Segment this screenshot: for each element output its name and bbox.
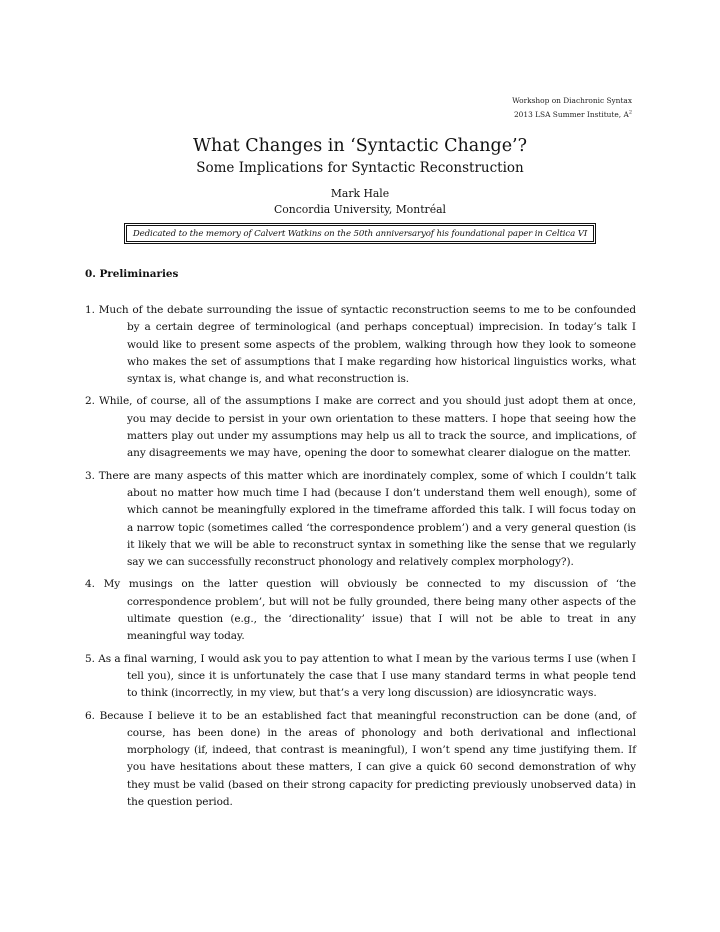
author-name: Mark Hale [330,187,390,200]
header-workshop: Workshop on Diachronic Syntax [512,96,632,105]
paragraph-2: 2. While, of course, all of the assumptions I make are correct and you should just adopt them at once, you may decide to persist in your own orientation to these matters. I hope that seeing how the matters play out under my assumptions may help us all to track the source, and implications, of any disagreements we may have, opening the door to somewhat clearer dialogue on the matter. [85,395,636,460]
numbered-paragraphs [85,302,636,816]
title-block [0,134,720,218]
running-header [512,94,632,122]
paragraph-1: 1. Much of the debate surrounding the issue of syntactic reconstruction seems to me to be confounded by a certain degree of terminological (and perhaps conceptual) imprecision. In today’s talk I would like to present some aspects of the problem, walking through how they look to someone who makes the set of assumptions that I make regarding how historical linguistics works, what syntax is, what change is, and what reconstruction is. [85,304,636,386]
paragraph-4: 4. My musings on the latter question will obviously be connected to my discussion of ‘the correspondence problem’, but will not be fully grounded, there being many other aspects of the ultimate question (e.g., the ‘directionality’ issue) that I will not be able to treat in any meaningful way today. [85,578,636,643]
paragraph-6: 6. Because I believe it to be an established fact that meaningful reconstruction can be done (and, of course, has been done) in the areas of phonology and both derivational and inflectional morphology (if, indeed, that contrast is meaningful), I won’t spend any time justifying them. If you have hesitations about these matters, I can give a quick 60 second demonstration of why they must be valid (based on their strong capacity for predicting previously unobserved data) in the question period. [85,709,636,809]
header-institute: 2013 LSA Summer Institute, $A^2$ [513,109,632,119]
dedication-box [124,223,596,244]
author-affiliation: Concordia University, Montréal [274,203,446,216]
paper-title: What Changes in ‘Syntactic Change’? [192,136,528,156]
paper-subtitle: Some Implications for Syntactic Reconstruction [196,160,524,176]
header-superscript: 2 [628,109,632,116]
paragraph-3: 3. There are many aspects of this matter which are inordinately complex, some of which I couldn’t talk about no matter how much time I had (because I don’t understand them well enough), some of which cannot be meaningfully explored in the timeframe afforded this talk. I will focus today on a narrow topic (sometimes called ‘the correspondence problem’) and a very general question (is it likely that we will be able to reconstruct syntax in something like the sense that we regularly say we can successfully reconstruct phonology and relatively complex morphology?). [85,469,636,569]
section-heading: 0. Preliminaries [85,268,179,280]
paragraph-5: 5. As a final warning, I would ask you to pay attention to what I mean by the various terms I use (when I tell you), since it is unfortunately the case that I use many standard terms in what people tend to think (incorrectly, in my view, but that’s a very long discussion) are idiosyncratic ways. [85,652,636,700]
dedication-text: Dedicated to the memory of Calvert Watkins on the 50th anniversaryof his foundational paper in Celtica VI [132,228,588,239]
